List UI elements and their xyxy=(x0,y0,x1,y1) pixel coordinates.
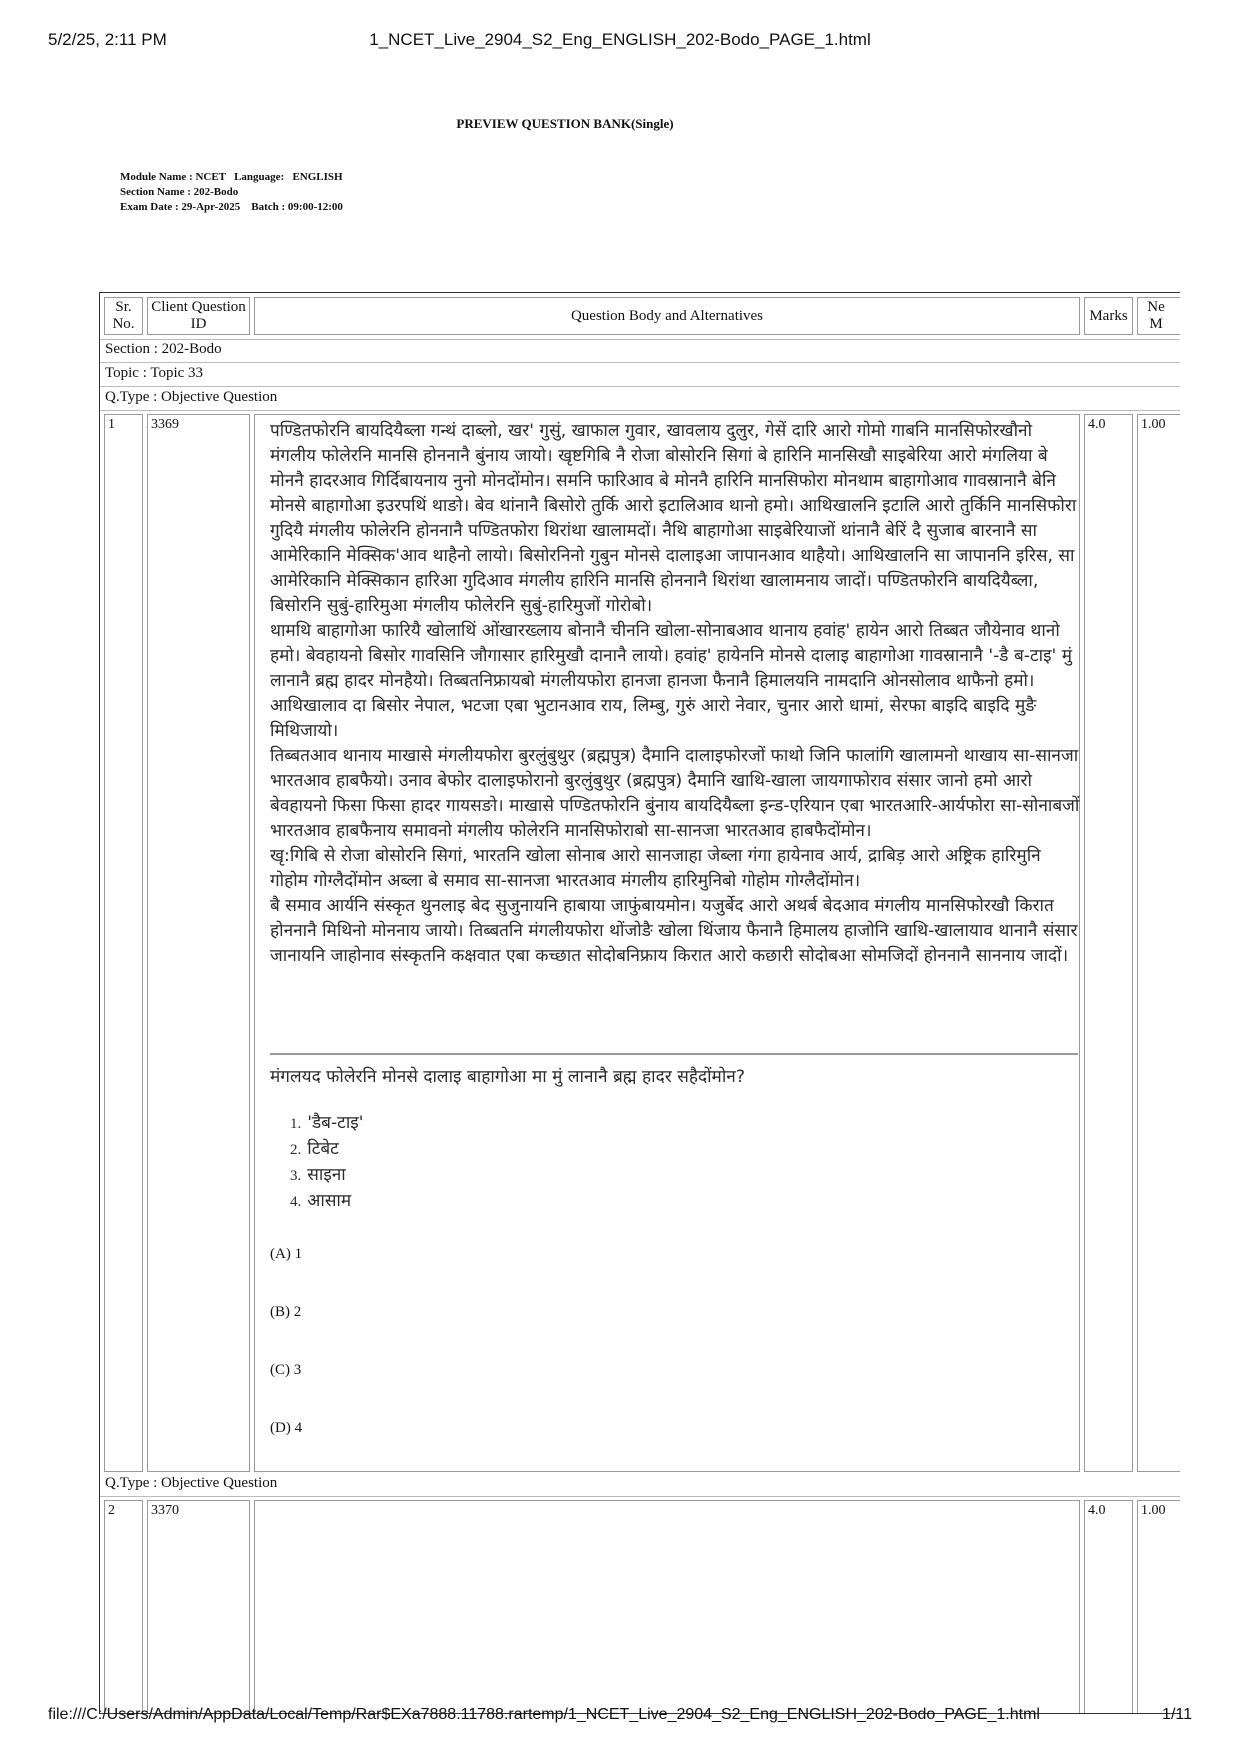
qtype-row: Q.Type : Objective Question xyxy=(105,389,278,405)
row-divider xyxy=(100,410,1180,411)
row-divider xyxy=(100,1496,1180,1497)
row-divider xyxy=(100,339,1180,340)
exam-date-batch-line: Exam Date : 29-Apr-2025 Batch : 09:00-12:00 xyxy=(120,201,343,213)
q1-marks-value: 4.0 xyxy=(1088,417,1106,432)
q2-negative-marks-value: 1.00 xyxy=(1141,1503,1166,1518)
q2-client-id-value: 3370 xyxy=(151,1503,179,1518)
q1-sr-no xyxy=(104,414,143,1472)
passage-paragraph: तिब्बतआव थानाय माखासे मंगलीयफोरा बुरलुंबुथुर (ब्रह्मपुत्र) दैमानि दालाइफोरजों फाथो जिनि फालांगि खालामनो थाखाय सा-सानजा भारतआव हाबफैयो। उनाव बेफोर दालाइफोरानो बुरलुंबुथुर (ब्रह्मपुत्र) दैमानि खाथि-खाला जायगाफोराव संसार जानो हमो आरो बेवहायनो फिसा फिसा हादर गायसङो। माखासे पण्डितफोरनि बुंनाय बायदियैब्ला इन्ड-एरियान एबा भारतआरि-आर्यफोरा सा-सोनाबजों भारतआव हाबफैनाय समावनो मंगलीय फोलेरनि मानसिफोराबो सा-सानजा भारतआव हाबफैदोंमोन। xyxy=(270,746,1080,841)
header-client-qid xyxy=(147,297,250,335)
header-client-qid-label: Client Question ID xyxy=(151,299,246,332)
q1-marks xyxy=(1084,414,1133,1472)
passage-paragraph: थामथि बाहागोआ फारियै खोलाथिं ओंखारख्लाय बोनानै चीननि खोला-सोनाबआव थानाय हवांह' हायेन आरो तिब्बत जौयेनाव थानो हमो। बेवहायनो बिसोर गावसिनि जौगासार हारिमुखौ दानानै लायो। हवांह' हायेननि मोनसे दालाइ बाहागोआ गावस्रानानै '-डै ब-टाइ' मुं लानानै ब्रह्म हादर मोनहैयो। तिब्बतनिफ्रायबो मंगलीयफोरा हानजा हानजा फैनानै हिमालयनि नामदानि ओनसोलाव थाफैनो हमो। आथिखालाव दा बिसोर नेपाल, भटजा एबा भुटानआव राय, लिम्बु, गुरुं आरो नेवार, चुनार आरो धामां, सेरफा बाइदि बाइदि मुङै मिथिजायो। xyxy=(270,621,1072,741)
choice-item xyxy=(290,1163,363,1189)
module-info xyxy=(120,170,343,215)
preview-title: PREVIEW QUESTION BANK(Single) xyxy=(456,116,674,131)
q1-client-id-value: 3369 xyxy=(151,417,179,432)
q1-sr-value: 1 xyxy=(108,417,115,432)
choice-number: 2. xyxy=(290,1142,302,1158)
choice-item xyxy=(290,1111,363,1137)
choice-text: साइना xyxy=(307,1165,346,1185)
choice-item xyxy=(290,1137,363,1163)
q1-choice-list xyxy=(290,1111,363,1215)
section-name-line: Section Name : 202-Bodo xyxy=(120,186,239,198)
q2-body-cell xyxy=(254,1500,1080,1714)
q2-client-id xyxy=(147,1500,250,1714)
q2-negative-marks xyxy=(1137,1500,1180,1714)
header-negative-marks xyxy=(1137,297,1180,335)
footer-file-path: file:///C:/Users/Admin/AppData/Local/Temp/Rar$EXa7888.11788.rartemp/1_NCET_Live_2904_S2_Eng_ENGLISH_202-Bodo_PAGE_1.html xyxy=(48,1706,1040,1723)
print-header xyxy=(48,30,1192,54)
choice-text: टिबेट xyxy=(307,1139,339,1159)
passage-paragraph: खृ:गिबि से रोजा बोसोरनि सिगां, भारतनि खोला सोनाब आरो सानजाहा जेब्ला गंगा हायेनाव आर्य, द्राबिड़ आरो अष्ट्रिक हारिमुनि गोहोम गोग्लैदोंमोन अब्ला बे समाव सा-सानजा भारतआव मंगलीय हारिमुनिबो गोहोम गोग्लैदोंमोन। xyxy=(270,846,1041,891)
passage-paragraph: पण्डितफोरनि बायदियैब्ला गन्थं दाब्लो, खर' गुसुं, खाफाल गुवार, खावलाय दुलुर, गेसें दारि आरो गोमो गाबनि मानसिफोरखौनो मंगलीय फोलेरनि मानसि होननानै बुंनाय जायो। खृष्टगिबि नै रोजा बोसोरनि सिगां बे हारिनि मानसिखौ साइबेरिया आरो मंगलिया बे मोननै हादरआव गिर्दिबायनाय नुनो मोनदोंमोन। समनि फारिआव बे मोननै हारिनि मानसिफोरा मोनथाम बाहागोआव गावस्रानानै बेनि मोनसे बाहागोआ इउरपथिं थाङो। बेव थांनानै बिसोरो तुर्कि आरो इटालिआव थानो हमो। आथिखालनि इटालि आरो तुर्किनि मानसिफोरा गुदियै मंगलीय फोलेरनि होननानै पण्डितफोरा थिरांथा खालामदों। नैथि बाहागोआ साइबेरियाजों थांनानै बेरिं दै सुजाब बारनानै सा आमेरिकानि मेक्सिक'आव थाहैनो लायो। बिसोरनिनो गुबुन मोनसे दालाइआ जापानआव थाहैयो। आथिखालनि सा जापाननि इरिस, सा आमेरिकानि मेक्सिकान हारिआ गुदिआव मंगलीय हारिनि मानसि होननानै थिरांथा खालामनाय जादों। पण्डितफोरनि बायदियैब्ला, बिसोरनि सुबुं-हारिमुआ मंगलीय फोलेरनि सुबुं-हारिमुजों गोरोबो। xyxy=(270,421,1077,616)
header-question-body xyxy=(254,297,1080,335)
header-question-body-label: Question Body and Alternatives xyxy=(570,307,764,324)
header-marks xyxy=(1084,297,1133,335)
header-sr-no xyxy=(104,297,143,335)
option-a[interactable]: (A) 1 xyxy=(270,1246,303,1262)
passage-paragraph: बै समाव आर्यनि संस्कृत थुनलाइ बेद सुजुनायनि हाबाया जाफुंबायमोन। यजुर्बेद आरो अथर्ब बेदआव मंगलीय मानसिफोरखौ किरात होननानै मिथिनो मोननाय जायो। तिब्बतनि मंगलीयफोरा थोंजोङै खोला थिंजाय फैनानै हिमालय हाजोनि खाथि-खालायाव थानानै संसार जानायनि जाहोनाव संस्कृतनि कक्षवात एबा कच्छात सोदोबनिफ्राय किरात आरो कछारी सोदोबआ सोमजिदों होननानै साननाय जादों। xyxy=(270,896,1078,966)
question-table xyxy=(99,292,1180,1714)
row-divider xyxy=(100,386,1180,387)
q1-question-text: मंगलयद फोलेरनि मोनसे दालाइ बाहागोआ मा मुं लानानै ब्रह्म हादर सहैदोंमोन? xyxy=(270,1067,745,1087)
choice-number: 4. xyxy=(290,1194,302,1210)
footer-page-number: 1/11 xyxy=(1162,1706,1192,1723)
choice-number: 3. xyxy=(290,1168,302,1184)
section-row: Section : 202-Bodo xyxy=(105,341,222,357)
header-negative-marks-label: Ne M xyxy=(1147,299,1165,332)
q1-negative-marks xyxy=(1137,414,1180,1472)
q2-sr-value: 2 xyxy=(108,1503,115,1518)
option-d[interactable]: (D) 4 xyxy=(270,1420,303,1436)
passage-divider xyxy=(270,1053,1078,1055)
choice-text: आसाम xyxy=(307,1191,352,1211)
q2-marks xyxy=(1084,1500,1133,1714)
print-datetime: 5/2/25, 2:11 PM xyxy=(48,30,167,49)
option-c[interactable]: (C) 3 xyxy=(270,1362,302,1378)
q1-client-id xyxy=(147,414,250,1472)
q1-passage xyxy=(270,419,1080,969)
module-language-line: Module Name : NCET Language: ENGLISH xyxy=(120,171,343,183)
choice-item xyxy=(290,1189,363,1215)
option-b[interactable]: (B) 2 xyxy=(270,1304,302,1320)
q2-sr-no xyxy=(104,1500,143,1714)
topic-row: Topic : Topic 33 xyxy=(105,365,204,381)
choice-text: 'डैब-टाइ' xyxy=(307,1113,364,1133)
header-sr-no-label: Sr. No. xyxy=(112,299,135,332)
row-divider xyxy=(100,362,1180,363)
header-marks-label: Marks xyxy=(1089,307,1128,324)
q1-negative-marks-value: 1.00 xyxy=(1141,417,1166,432)
print-doc-title: 1_NCET_Live_2904_S2_Eng_ENGLISH_202-Bodo_PAGE_1.html xyxy=(369,30,871,49)
choice-number: 1. xyxy=(290,1116,302,1132)
q2-marks-value: 4.0 xyxy=(1088,1503,1106,1518)
qtype-row: Q.Type : Objective Question xyxy=(105,1475,278,1491)
